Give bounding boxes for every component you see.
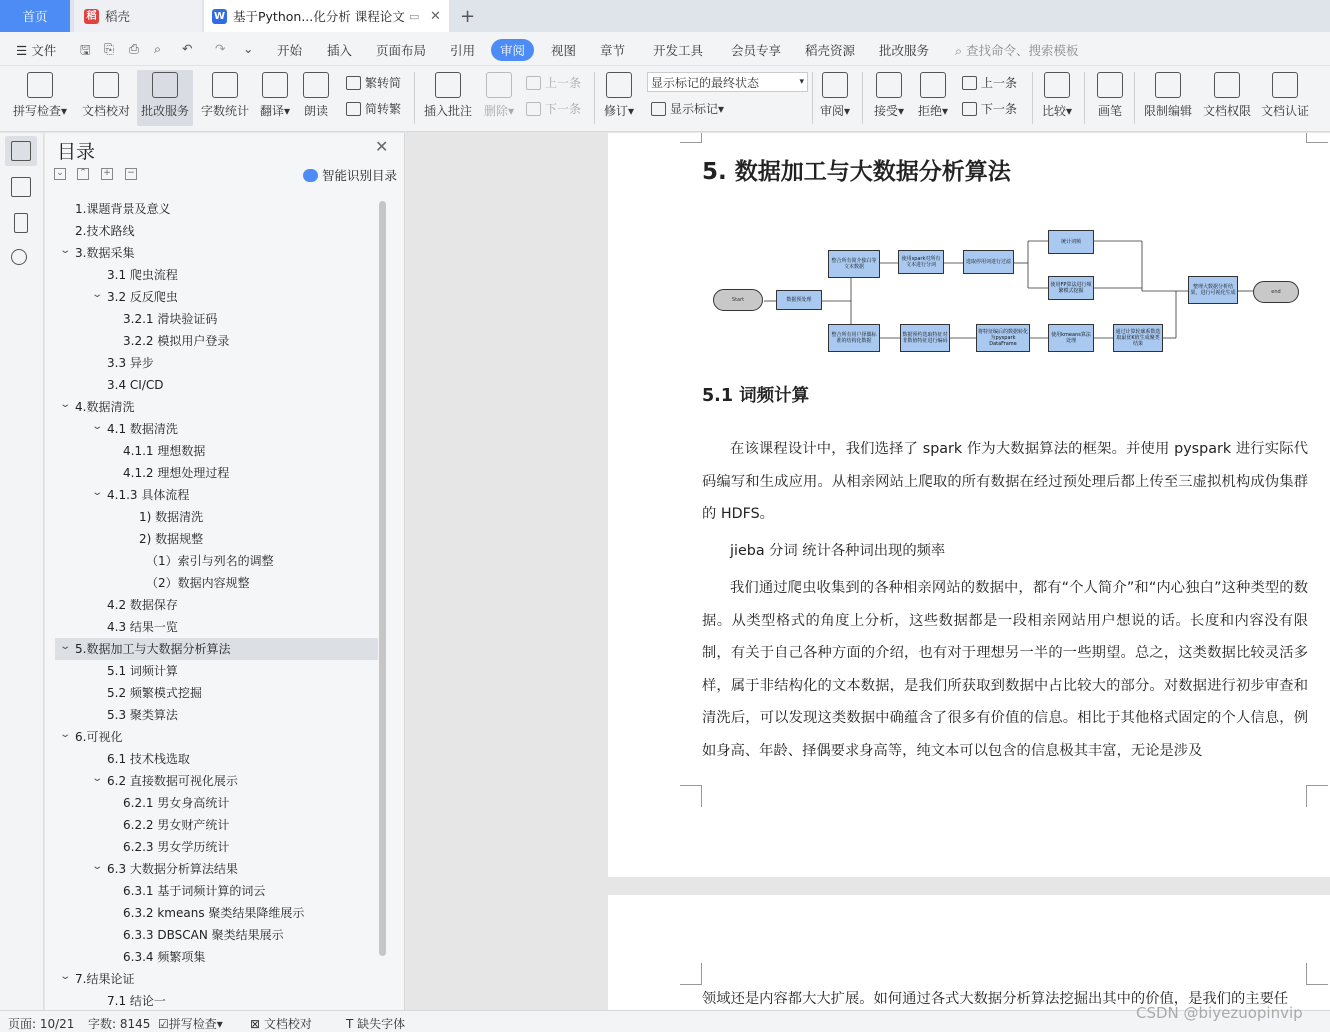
tab-home[interactable]	[0, 0, 70, 32]
save-icon[interactable]: 🖫	[80, 42, 91, 57]
command-search-placeholder: 查找命令、搜索模板	[966, 43, 1079, 58]
print-icon[interactable]: ⎙	[129, 41, 140, 56]
delete-comment-icon	[486, 72, 512, 98]
toc-item[interactable]: 6.1 技术栈选取	[107, 752, 190, 766]
flow-node: 通过计算轮廓系数选取最优K值生成聚类结果	[1113, 324, 1163, 352]
toc-item[interactable]: 4.1.2 理想处理过程	[123, 466, 230, 480]
chevron-down-icon[interactable]: ⌄	[91, 289, 104, 300]
hamburger-icon: ☰	[16, 43, 28, 58]
compare-icon	[1044, 72, 1070, 98]
certify-icon	[1272, 72, 1298, 98]
track-changes-button[interactable]: 修订▾	[600, 70, 638, 126]
paragraph: 领域还是内容都大大扩展。如何通过各式大数据分析算法挖掘出其中的价值，是我们的主要任	[702, 991, 1289, 1007]
close-icon[interactable]: ✕	[375, 137, 389, 156]
chevron-down-icon[interactable]: ⌄	[59, 971, 72, 982]
toc-item[interactable]: 4.1.1 理想数据	[123, 444, 206, 458]
proofread-status-label: 文档校对	[263, 1017, 312, 1031]
translate-icon	[262, 72, 288, 98]
search-icon[interactable]	[11, 249, 27, 265]
tab-home-label: 首页	[22, 9, 48, 24]
chevron-down-icon[interactable]: ⌄	[91, 487, 104, 498]
heading-1: 5. 数据加工与大数据分析算法	[702, 159, 1011, 185]
menu-chapter[interactable]: 章节	[600, 43, 626, 58]
prev-change-button[interactable]	[962, 74, 1017, 91]
pin-icon[interactable]: ▭	[409, 9, 420, 23]
insert-comment-icon	[435, 72, 461, 98]
ribbon-separator	[594, 72, 595, 124]
spell-check-button[interactable]: 拼写检查▾	[8, 70, 72, 126]
menu-revise-service[interactable]: 批改服务	[879, 43, 930, 58]
paragraph: jieba 分词 统计各种词出现的频率	[730, 543, 946, 559]
proofread-status[interactable]	[250, 1015, 312, 1032]
show-markup-icon	[651, 102, 666, 116]
toc-item[interactable]: 3.4 CI/CD	[107, 378, 164, 392]
accept-button[interactable]: 接受▾	[870, 70, 908, 126]
docer-logo-icon: 稻	[84, 9, 99, 24]
pen-button[interactable]	[1092, 70, 1128, 126]
export-icon[interactable]: ⎘	[104, 41, 115, 56]
spell-check-status-label: 拼写检查	[168, 1017, 217, 1031]
tab-docer-label: 稻壳	[105, 9, 131, 24]
reject-button[interactable]: 拒绝▾	[914, 70, 952, 126]
toc-item[interactable]: 6.可视化	[75, 730, 123, 744]
bookmark-icon[interactable]	[14, 213, 28, 233]
smart-icon	[303, 169, 318, 182]
pen-label: 画笔	[1097, 104, 1122, 118]
menu-insert[interactable]: 插入	[327, 43, 353, 58]
toc-panel	[45, 133, 405, 1010]
review-icon	[822, 72, 848, 98]
tab-docer[interactable]	[74, 0, 202, 32]
toc-item[interactable]: （2）数据内容规整	[146, 576, 250, 590]
next-change-button[interactable]	[962, 100, 1017, 117]
prev-comment-icon	[526, 76, 541, 90]
toc-scrollbar[interactable]	[379, 201, 386, 956]
toc-item[interactable]: 3.数据采集	[75, 246, 135, 260]
toc-item[interactable]: 5.3 聚类算法	[107, 708, 178, 722]
heading-2: 5.1 词频计算	[702, 386, 810, 406]
collapse-all-icon[interactable]: ⌄	[54, 168, 66, 180]
review-button[interactable]: 审阅▾	[816, 70, 854, 126]
flow-node: 统计词频	[1048, 230, 1094, 254]
compare-button[interactable]: 比较▾	[1038, 70, 1076, 126]
read-aloud-label: 朗读	[303, 104, 328, 118]
remove-heading-icon[interactable]: −	[125, 168, 137, 180]
toc-item[interactable]: 5.2 频繁模式挖掘	[107, 686, 202, 700]
proofread-label: 文档校对	[81, 104, 130, 118]
crop-mark	[1306, 133, 1328, 143]
toc-item[interactable]: 4.1.3 具体流程	[107, 488, 190, 502]
pen-icon	[1097, 72, 1123, 98]
command-search[interactable]	[955, 41, 1079, 59]
flow-node: 使用FP算法进行频繁模式挖掘	[1048, 276, 1094, 300]
flow-diagram	[708, 226, 1306, 359]
trad-to-simp-label: 繁转简	[365, 76, 402, 90]
track-changes-label: 修订	[603, 104, 628, 118]
missing-font-label: 缺失字体	[357, 1017, 406, 1031]
page-indicator[interactable]: 页面: 10/21	[8, 1017, 75, 1031]
show-markup-label: 显示标记	[670, 102, 719, 116]
review-label: 审阅	[819, 104, 844, 118]
chevron-down-icon[interactable]: ⌄	[91, 421, 104, 432]
revise-service-label: 批改服务	[140, 104, 189, 118]
toc-item[interactable]: 7.结果论证	[75, 972, 135, 986]
simp-to-trad-label: 简转繁	[365, 102, 402, 116]
lock-icon	[1155, 72, 1181, 98]
markup-state-select[interactable]	[647, 72, 808, 92]
markup-state-value: 显示标记的最终状态	[651, 75, 760, 90]
proofread-status-icon: ⊠	[250, 1017, 261, 1031]
reject-icon	[920, 72, 946, 98]
toc-item[interactable]: 4.2 数据保存	[107, 598, 178, 612]
crop-mark	[1306, 785, 1328, 807]
flow-node: 使用spark对所有文本进行分词	[898, 250, 944, 274]
revise-service-icon	[152, 72, 178, 98]
toc-item[interactable]: 6.3.2 kmeans 聚类结果降维展示	[123, 906, 305, 920]
proofread-icon	[93, 72, 119, 98]
toc-item[interactable]: 6.2.2 男女财产统计	[123, 818, 230, 832]
prev-change-label: 上一条	[981, 76, 1018, 90]
prev-change-icon	[962, 76, 977, 90]
revise-service-button[interactable]	[137, 70, 193, 126]
chevron-down-icon[interactable]: ⌄	[59, 641, 72, 652]
insert-comment-label: 插入批注	[423, 104, 472, 118]
next-change-icon	[962, 102, 977, 116]
nav-pane-icon[interactable]	[11, 177, 31, 197]
watermark: CSDN @biyezuopinvip	[1136, 1004, 1303, 1022]
toc-item[interactable]: 3.1 爬虫流程	[107, 268, 178, 282]
toc-item[interactable]: 1.课题背景及意义	[75, 202, 171, 216]
permission-icon	[1214, 72, 1240, 98]
flow-node: 整合所有用户择偶标准的结构化数据	[828, 324, 880, 352]
doc-permission-button[interactable]	[1200, 70, 1254, 126]
reject-label: 拒绝	[917, 104, 942, 118]
crop-mark	[680, 133, 702, 143]
chevron-down-icon[interactable]: ⌄	[91, 773, 104, 784]
flow-end: end	[1253, 281, 1299, 303]
next-comment-icon	[526, 102, 541, 116]
new-tab-button[interactable]: +	[460, 5, 476, 27]
proofread-button[interactable]	[78, 70, 134, 126]
next-comment-label: 下一条	[545, 102, 582, 116]
delete-comment-label: 删除	[483, 104, 508, 118]
chevron-down-icon[interactable]: ⌄	[91, 861, 104, 872]
trad-to-simp-button[interactable]	[346, 74, 401, 91]
toc-item[interactable]: 4.1 数据清洗	[107, 422, 178, 436]
ribbon-separator	[414, 72, 415, 124]
search-icon: ⌕	[955, 43, 963, 58]
show-markup-button[interactable]: 显示标记 ▾	[651, 100, 724, 117]
doc-certify-button[interactable]	[1258, 70, 1312, 126]
toc-item[interactable]: 2.技术路线	[75, 224, 135, 238]
toc-item[interactable]: （1）索引与列名的调整	[146, 554, 274, 568]
menu-reference[interactable]: 引用	[450, 43, 476, 58]
toc-item[interactable]: 6.2 直接数据可视化展示	[107, 774, 238, 788]
preview-icon[interactable]: ⌕	[154, 41, 162, 56]
flow-node: 使用kmeans算法处理	[1048, 324, 1094, 352]
tab-document[interactable]	[204, 0, 449, 32]
simp-to-trad-icon	[346, 102, 361, 116]
translate-label: 翻译	[259, 104, 284, 118]
toc-item[interactable]: 6.3 大数据分析算法结果	[107, 862, 238, 876]
toc-item[interactable]: 6.3.1 基于词频计算的词云	[123, 884, 266, 898]
toc-item[interactable]: 7.1 结论一	[107, 994, 166, 1008]
writer-logo-icon: W	[213, 10, 226, 22]
crop-mark	[1306, 963, 1328, 985]
paragraph: 我们通过爬虫收集到的各种相亲网站的数据中，都有“个人简介”和“内心独白”这种类型的数据。从类型格式的角度上分析，这些数据都是一段相亲网站用户想说的话。长度和内容没有限制，有关于自己各种方面的介绍，也有对于理想另一半的一些期望。总之，这类数据比较灵活多样，属于非结构化的文本数据，是我们所获取到数据中占比较大的部分。对数据进行初步审查和清洗后，可以发现这类数据中确蕴含了很多有价值的信息。相比于其他格式固定的个人信息，例如身高、年龄、择偶要求身高等，纯文本可以包含的信息极其丰富，无论是涉及	[702, 580, 1308, 759]
next-comment-button[interactable]	[526, 100, 581, 117]
menu-review[interactable]: 审阅	[491, 39, 534, 61]
file-menu[interactable]	[16, 41, 56, 59]
title-bar	[0, 0, 1330, 32]
chevron-down-icon[interactable]: ⌄	[59, 729, 72, 740]
menu-member[interactable]: 会员专享	[731, 43, 782, 58]
crop-mark	[680, 785, 702, 807]
accept-label: 接受	[873, 104, 898, 118]
delete-comment-button[interactable]: 删除▾	[480, 70, 518, 126]
toc-icon[interactable]	[11, 141, 31, 161]
toc-item[interactable]: 6.3.3 DBSCAN 聚类结果展示	[123, 928, 284, 942]
toc-item[interactable]: 6.2.1 男女身高统计	[123, 796, 230, 810]
paragraph: 在该课程设计中，我们选择了 spark 作为大数据算法的框架。并使用 pyspark 进行实际代码编写和生成应用。从相亲网站上爬取的所有数据在经过预处理后都上传至三虚拟机构成伪集群的 HDFS。	[702, 441, 1308, 523]
more-chevron-icon[interactable]: ⌄	[243, 41, 254, 56]
flow-node: 数据预处理	[776, 290, 822, 310]
flow-node: 选取停用词进行过滤	[963, 250, 1014, 274]
menu-layout[interactable]: 页面布局	[376, 43, 427, 58]
spell-check-status[interactable]: ☑拼写检查▾	[158, 1017, 223, 1031]
accept-icon	[876, 72, 902, 98]
file-menu-label: 文件	[31, 43, 57, 58]
toc-title: 目录	[57, 141, 96, 163]
menu-start[interactable]: 开始	[277, 43, 303, 58]
next-change-label: 下一条	[981, 102, 1018, 116]
prev-comment-button[interactable]	[526, 74, 581, 91]
toc-item[interactable]: 4.3 结果一览	[107, 620, 178, 634]
track-changes-icon	[606, 72, 632, 98]
word-count-label: 字数统计	[200, 104, 249, 118]
check-icon: ☑	[158, 1017, 169, 1031]
chevron-down-icon: ▾	[799, 77, 804, 87]
undo-icon[interactable]: ↶	[182, 41, 193, 56]
compare-label: 比较	[1041, 104, 1066, 118]
toc-item[interactable]: 3.2 反反爬虫	[107, 290, 178, 304]
spell-check-icon	[27, 72, 53, 98]
restrict-editing-button[interactable]	[1140, 70, 1196, 126]
ribbon-separator	[1084, 72, 1085, 124]
add-heading-icon[interactable]: +	[101, 168, 113, 180]
translate-button[interactable]: 翻译▾	[256, 70, 294, 126]
document-page[interactable]	[608, 133, 1330, 877]
toc-item[interactable]: 3.3 异步	[107, 356, 154, 370]
status-bar	[0, 1010, 1330, 1032]
redo-icon[interactable]: ↷	[215, 41, 226, 56]
doc-certify-label: 文档认证	[1260, 104, 1309, 118]
toc-item[interactable]: 3.2.1 滑块验证码	[123, 312, 218, 326]
missing-font-status[interactable]	[346, 1015, 405, 1032]
close-tab-icon[interactable]: ✕	[430, 8, 441, 24]
smart-toc-label: 智能识别目录	[322, 168, 398, 183]
word-count-icon	[212, 72, 238, 98]
toc-item[interactable]: 4.数据清洗	[75, 400, 135, 414]
toc-item[interactable]: 5.1 词频计算	[107, 664, 178, 678]
ribbon-separator	[1134, 72, 1135, 124]
read-aloud-button[interactable]	[298, 70, 334, 126]
spell-check-label: 拼写检查	[12, 104, 61, 118]
document-area	[406, 133, 1330, 1010]
prev-comment-label: 上一条	[545, 76, 582, 90]
toc-item[interactable]: 2) 数据规整	[139, 532, 204, 546]
tab-document-label: 基于Python...化分析 课程论文	[233, 9, 405, 24]
document-page[interactable]	[608, 895, 1330, 1010]
flow-node: 整合所有简介独白等文本数据	[828, 250, 880, 278]
flow-node: 将特征编后的数据转化为pyspark DataFrame	[976, 324, 1030, 352]
expand-up-icon[interactable]: ⌃	[77, 168, 89, 180]
ribbon-separator	[812, 72, 813, 124]
ribbon-separator	[862, 72, 863, 124]
flow-node: 数据预约选取特征对非数值特征进行编码	[900, 324, 950, 352]
doc-permission-label: 文档权限	[1202, 104, 1251, 118]
toc-item[interactable]: 6.2.3 男女学历统计	[123, 840, 230, 854]
side-rail	[0, 133, 44, 1010]
menu-developer[interactable]: 开发工具	[653, 43, 704, 58]
smart-toc-button[interactable]	[303, 166, 397, 184]
flow-start: Start	[713, 289, 763, 311]
ribbon-review	[0, 66, 1330, 132]
font-icon: T	[346, 1017, 354, 1031]
menu-bar	[0, 32, 1330, 66]
word-count-status[interactable]: 字数: 8145	[88, 1017, 151, 1031]
toc-item[interactable]: 5.数据加工与大数据分析算法	[75, 642, 231, 656]
toc-item[interactable]: 1) 数据清洗	[139, 510, 204, 524]
restrict-editing-label: 限制编辑	[1143, 104, 1192, 118]
read-aloud-icon	[303, 72, 329, 98]
insert-comment-button[interactable]	[422, 70, 474, 126]
toc-item[interactable]: 3.2.2 模拟用户登录	[123, 334, 230, 348]
trad-to-simp-icon	[346, 76, 361, 90]
word-count-button[interactable]	[197, 70, 253, 126]
chevron-down-icon[interactable]: ⌄	[59, 245, 72, 256]
flow-node: 整理大数据分析结果，进行可视化生成	[1188, 276, 1238, 304]
crop-mark	[680, 963, 702, 985]
chevron-down-icon[interactable]: ⌄	[59, 399, 72, 410]
menu-view[interactable]: 视图	[551, 43, 577, 58]
menu-docer-resources[interactable]: 稻壳资源	[805, 43, 856, 58]
simp-to-trad-button[interactable]	[346, 100, 401, 117]
toc-item[interactable]: 6.3.4 频繁项集	[123, 950, 206, 964]
ribbon-separator	[1032, 72, 1033, 124]
